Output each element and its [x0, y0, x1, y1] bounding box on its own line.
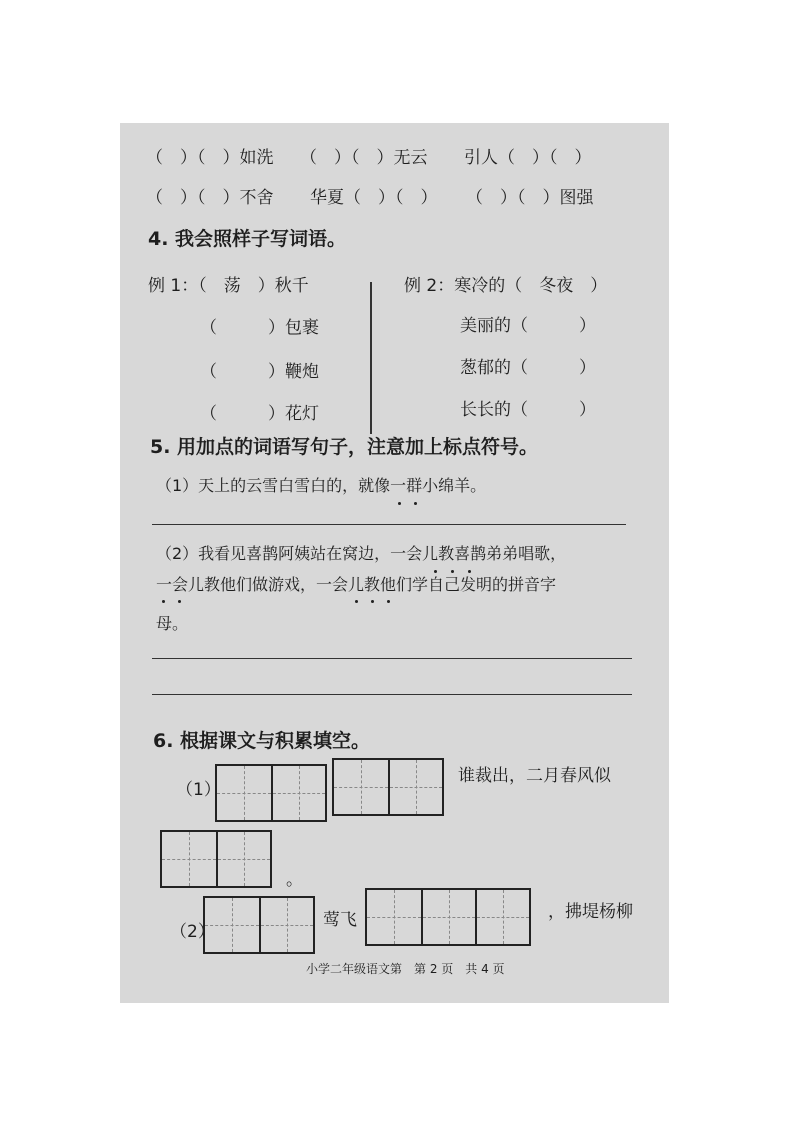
q3-line1-a: （ ）（ ）如洗 [146, 148, 274, 168]
writing-cell[interactable] [475, 890, 529, 944]
writing-cell[interactable] [217, 766, 271, 820]
q4-right-4: 长长的（ ） [460, 400, 596, 420]
page-footer: 小学二年级语文第 第 2 页 共 4 页 [306, 962, 505, 976]
emphasis-dot [162, 600, 165, 603]
q4-left-2: （ ）包裹 [200, 318, 319, 338]
q4-divider [370, 282, 372, 434]
emphasis-dot [414, 502, 417, 505]
emphasis-dot [468, 570, 471, 573]
q5-sentence-2-line3: 母。 [156, 614, 189, 633]
q4-right-1: 例 2：寒冷的（ 冬夜 ） [404, 276, 608, 296]
q5-sentence-2-line1: （2）我看见喜鹊阿姨站在窝边，一会儿教喜鹊弟弟唱歌， [156, 544, 567, 563]
q3-line2-c: （ ）（ ）图强 [466, 188, 594, 208]
emphasis-dot [371, 600, 374, 603]
q4-title: 4. 我会照样子写词语。 [148, 228, 347, 250]
q6-item2-grid-a[interactable] [203, 896, 315, 954]
q6-item1-label: （1） [176, 780, 221, 800]
q6-item1-grid-a[interactable] [215, 764, 327, 822]
q6-item2-label: （2） [170, 922, 215, 942]
q6-item1-end: 。 [286, 870, 303, 890]
q4-right-2: 美丽的（ ） [460, 316, 596, 336]
q6-item1-text: 谁裁出，二月春风似 [458, 766, 611, 786]
writing-cell[interactable] [421, 890, 475, 944]
q5-title: 5. 用加点的词语写句子，注意加上标点符号。 [150, 436, 539, 458]
q3-line1-b: （ ）（ ）无云 [300, 148, 428, 168]
q3-line2-b: 华夏（ ）（ ） [310, 188, 438, 208]
q3-line1-c: 引人（ ）（ ） [464, 148, 592, 168]
writing-cell[interactable] [388, 760, 442, 814]
q4-right-3: 葱郁的（ ） [460, 358, 596, 378]
q6-item1-grid-b[interactable] [332, 758, 444, 816]
q5-answer-line-3[interactable] [152, 694, 632, 695]
emphasis-dot [355, 600, 358, 603]
q4-left-1: 例 1：（ 荡 ）秋千 [148, 276, 309, 296]
emphasis-dot [398, 502, 401, 505]
q5-answer-line-1[interactable] [152, 524, 626, 525]
q4-left-3: （ ）鞭炮 [200, 362, 319, 382]
writing-cell[interactable] [334, 760, 388, 814]
emphasis-dot [451, 570, 454, 573]
emphasis-dot [434, 570, 437, 573]
q5-sentence-2-line2: 一会儿教他们做游戏，一会儿教他们学自己发明的拼音字 [156, 575, 557, 594]
q3-line2-a: （ ）（ ）不舍 [146, 188, 274, 208]
emphasis-dot [387, 600, 390, 603]
writing-cell[interactable] [162, 832, 216, 886]
writing-cell[interactable] [216, 832, 270, 886]
q4-left-4: （ ）花灯 [200, 404, 319, 424]
q5-answer-line-2[interactable] [152, 658, 632, 659]
emphasis-dot [178, 600, 181, 603]
q6-item1-grid-c[interactable] [160, 830, 272, 888]
q6-item2-mid: 莺飞 [323, 910, 357, 930]
q5-sentence-1: （1）天上的云雪白雪白的，就像一群小绵羊。 [156, 476, 487, 495]
writing-cell[interactable] [367, 890, 421, 944]
writing-cell[interactable] [259, 898, 313, 952]
writing-cell[interactable] [271, 766, 325, 820]
q6-item2-end: ，拂堤杨柳 [548, 902, 633, 922]
q6-item2-grid-b[interactable] [365, 888, 531, 946]
q6-title: 6. 根据课文与积累填空。 [153, 730, 371, 752]
writing-cell[interactable] [205, 898, 259, 952]
